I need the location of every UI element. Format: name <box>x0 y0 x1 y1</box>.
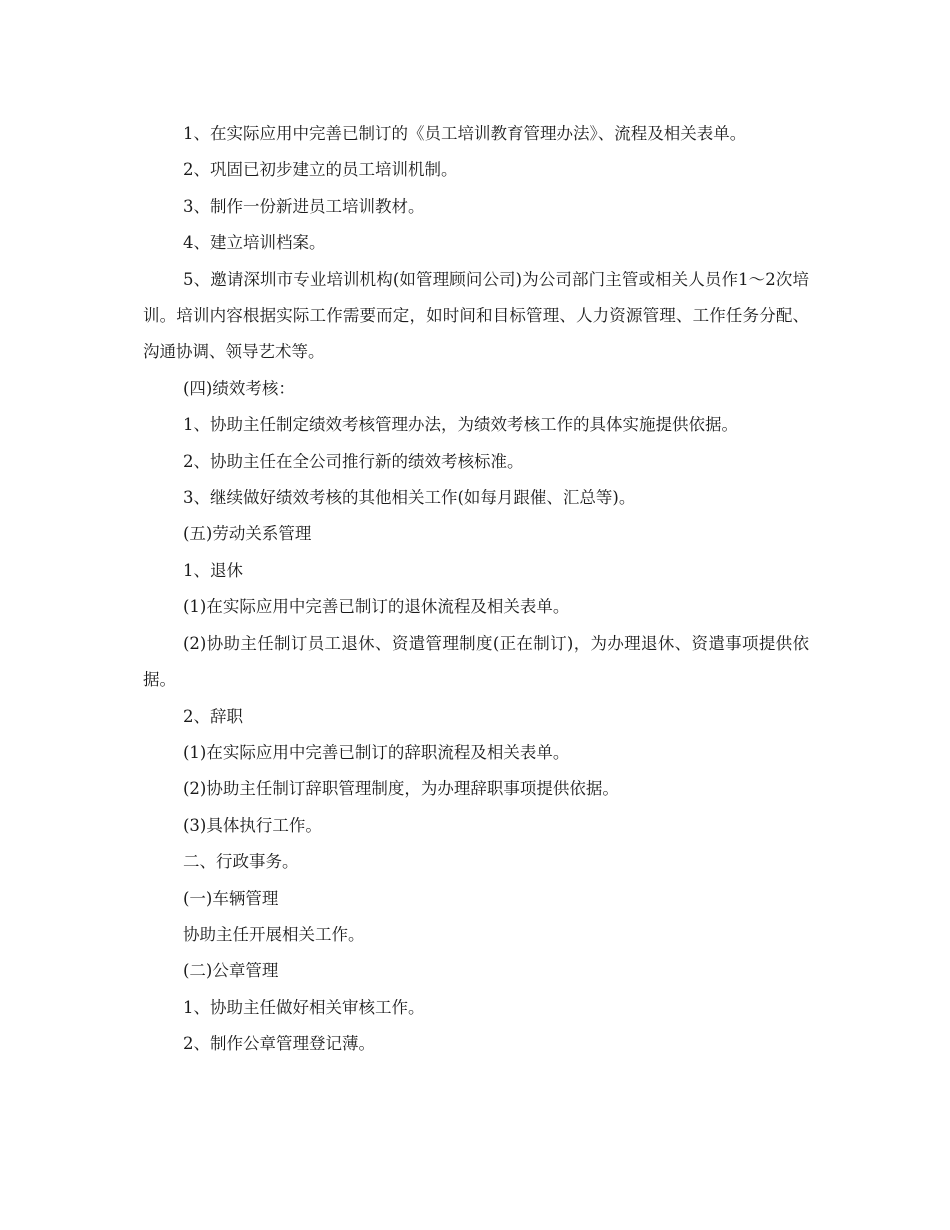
paragraph-performance-3: 3、继续做好绩效考核的其他相关工作(如每月跟催、汇总等)。 <box>183 488 636 508</box>
paragraph-retirement-1: (1)在实际应用中完善已制订的退休流程及相关表单。 <box>183 597 570 617</box>
subheading-retirement: 1、退休 <box>183 560 243 580</box>
subheading-vehicle: (一)车辆管理 <box>183 888 279 908</box>
paragraph-resignation-3: (3)具体执行工作。 <box>183 815 322 835</box>
paragraph-training-4: 4、建立培训档案。 <box>183 233 326 253</box>
section-heading-labor-relations: (五)劳动关系管理 <box>183 524 312 544</box>
paragraph-performance-2: 2、协助主任在全公司推行新的绩效考核标准。 <box>183 451 524 471</box>
section-heading-performance: (四)绩效考核： <box>183 378 295 398</box>
paragraph-performance-1: 1、协助主任制定绩效考核管理办法，为绩效考核工作的具体实施提供依据。 <box>183 415 738 435</box>
subheading-resignation: 2、辞职 <box>183 706 243 726</box>
paragraph-resignation-1: (1)在实际应用中完善已制订的辞职流程及相关表单。 <box>183 742 570 762</box>
subheading-seal: (二)公章管理 <box>183 961 279 981</box>
document-body <box>143 116 809 1063</box>
paragraph-vehicle-1: 协助主任开展相关工作。 <box>183 924 365 944</box>
paragraph-resignation-2: (2)协助主任制订辞职管理制度，为办理辞职事项提供依据。 <box>183 779 619 799</box>
section-heading-admin: 二、行政事务。 <box>183 852 299 872</box>
paragraph-training-2: 2、巩固已初步建立的员工培训机制。 <box>183 160 458 180</box>
paragraph-training-5: 5、邀请深圳市专业培训机构(如管理顾问公司)为公司部门主管或相关人员作1～2次培训。培训内容根据实际工作需要而定，如时间和目标管理、人力资源管理、工作任务分配、沟通协调、领导艺术等。 <box>143 269 809 362</box>
paragraph-seal-1: 1、协助主任做好相关审核工作。 <box>183 997 425 1017</box>
paragraph-training-1: 1、在实际应用中完善已制订的《员工培训教育管理办法》、流程及相关表单。 <box>183 124 747 143</box>
paragraph-retirement-2: (2)协助主任制订员工退休、资遣管理制度(正在制订)，为办理退休、资遣事项提供依据。 <box>143 633 809 690</box>
paragraph-training-3: 3、制作一份新进员工培训教材。 <box>183 196 425 216</box>
paragraph-seal-2: 2、制作公章管理登记薄。 <box>183 1034 375 1054</box>
